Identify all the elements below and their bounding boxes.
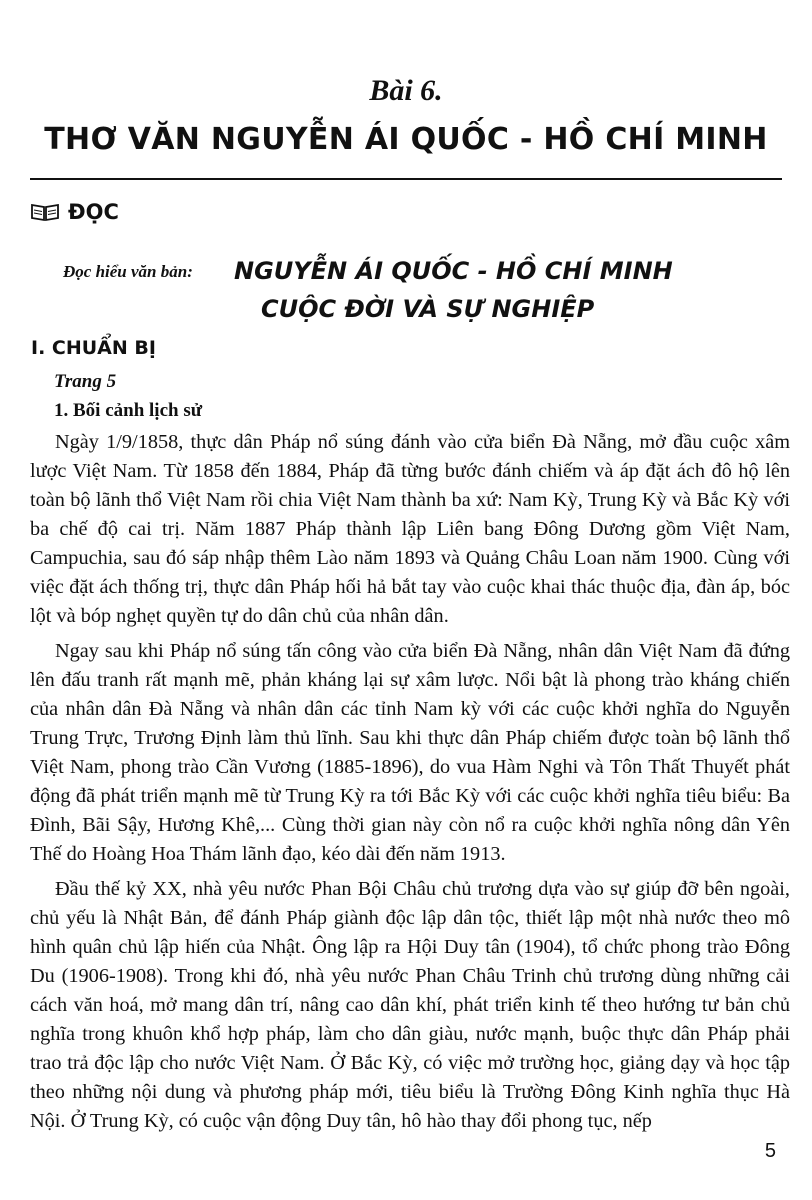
lesson-number: Bài 6. [369,74,443,107]
paragraph: Ngay sau khi Pháp nổ súng tấn công vào cửa biển Đà Nẵng, nhân dân Việt Nam đã đứng lên đấu tranh rất mạnh mẽ, phản kháng lại sự xâm lược. Nổi bật là phong trào kháng chiến của nhân dân Đà Nẵng và nhân dân các tỉnh Nam kỳ với các cuộc khởi nghĩa do Nguyễn Trung Trực, Trương Định làm thủ lĩnh. Sau khi thực dân Pháp chiếm được toàn bộ lãnh thổ Việt Nam, phong trào Cần Vương (1885-1896), do vua Hàm Nghi và Tôn Thất Thuyết phát động đã phát triển mạnh mẽ từ Trung Kỳ ra tới Bắc Kỳ với các cuộc khởi nghĩa tiêu biểu: Ba Đình, Bãi Sậy, Hương Khê,... Cùng thời gian này còn nổ ra cuộc khởi nghĩa nông dân Yên Thế do Hoàng Hoa Thám lãnh đạo, kéo dài đến năm 1913. [30,640,790,865]
reading-title-line2: CUỘC ĐỜI VÀ SỰ NGHIỆP [261,295,595,323]
title-divider [30,178,782,180]
subsection-heading: 1. Bối cảnh lịch sử [54,400,203,421]
lesson-title: THƠ VĂN NGUYỄN ÁI QUỐC - HỒ CHÍ MINH [44,122,768,157]
page-reference: Trang 5 [54,371,117,392]
paragraph: Đầu thế kỷ XX, nhà yêu nước Phan Bội Châu chủ trương dựa vào sự giúp đỡ bên ngoài, chủ yếu là Nhật Bản, để đánh Pháp giành độc lập dân tộc, thiết lập một nhà nước theo mô hình quân chủ lập hiến của Nhật. Ông lập ra Hội Duy tân (1904), tổ chức phong trào Đông Du (1906-1908). Trong khi đó, nhà yêu nước Phan Châu Trinh chủ trương dùng những cải cách văn hoá, mở mang dân trí, nâng cao dân khí, phát triển kinh tế theo hướng tư bản chủ nghĩa trong khuôn khổ hợp pháp, làm cho dân giàu, nước mạnh, buộc thực dân Pháp phải trao trả độc lập cho nước Việt Nam. Ở Bắc Kỳ, có việc mở trường học, giảng dạy và học tập theo những nội dung và phương pháp mới, tiêu biểu là Trường Đông Kinh nghĩa thục Hà Nội. Ở Trung Kỳ, có cuộc vận động Duy tân, hô hào thay đổi phong tục, nếp [30,878,790,1132]
page-number: 5 [764,1140,776,1162]
section-heading [30,200,119,224]
book-icon [30,202,60,222]
reading-label: Đọc hiểu văn bản: [63,262,193,281]
reading-title [234,252,673,328]
part-heading: I. CHUẨN BỊ [31,337,156,359]
body-text [30,428,790,1142]
paragraph: Ngày 1/9/1858, thực dân Pháp nổ súng đánh vào cửa biển Đà Nẵng, mở đầu cuộc xâm lược Việt Nam. Từ 1858 đến 1884, Pháp đã từng bước đánh chiếm và áp đặt ách đô hộ lên toàn bộ lãnh thổ Việt Nam rồi chia Việt Nam thành ba xứ: Nam Kỳ, Trung Kỳ và Bắc Kỳ với ba chế độ cai trị. Năm 1887 Pháp thành lập Liên bang Đông Dương gồm Việt Nam, Campuchia, sau đó sáp nhập thêm Lào năm 1893 và Quảng Châu Loan năm 1900. Cùng với việc đặt ách thống trị, thực dân Pháp hối hả bắt tay vào cuộc khai thác thuộc địa, đàn áp, bóc lột và bóp nghẹt quyền tự do dân chủ của nhân dân. [30,431,790,627]
section-title: ĐỌC [68,200,119,224]
reading-title-line1: NGUYỄN ÁI QUỐC - HỒ CHÍ MINH [234,257,673,285]
